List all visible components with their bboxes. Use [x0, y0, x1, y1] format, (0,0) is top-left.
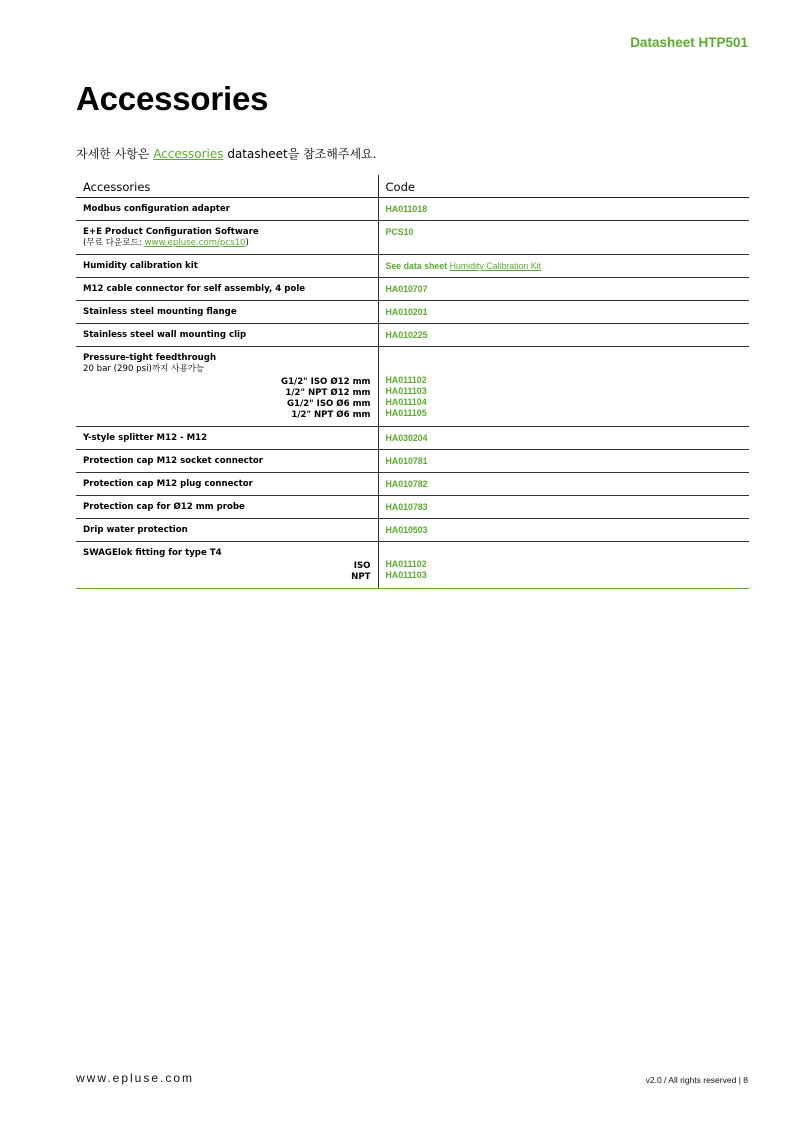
- variant-options: [83, 377, 371, 421]
- accessory-note: 20 bar (290 psi)까지 사용가능: [83, 364, 205, 374]
- code-prefix: See data sheet: [385, 261, 450, 271]
- order-code: HA011103: [385, 386, 427, 396]
- accessory-name: Y-style splitter M12 - M12: [83, 433, 208, 443]
- intro-suffix: datasheet을 참조해주세요.: [223, 147, 377, 161]
- table-row: [76, 278, 749, 301]
- pcs10-download-link[interactable]: www.epluse.com/pcs10: [144, 238, 246, 248]
- accessory-name: Drip water protection: [83, 525, 188, 535]
- intro-text: [76, 145, 376, 162]
- document-header-title: Datasheet HTP501: [630, 35, 748, 50]
- variant-codes: [386, 559, 743, 581]
- table-row: [76, 496, 749, 519]
- order-code: HA010503: [378, 519, 749, 542]
- table-header-row: [76, 175, 749, 198]
- variant-option: G1/2" ISO Ø6 mm: [287, 399, 371, 409]
- variant-option: ISO: [353, 561, 371, 571]
- order-code: HA011104: [385, 397, 427, 407]
- accessories-table: [76, 175, 749, 589]
- order-code-cell: [378, 347, 749, 427]
- accessory-name: Protection cap M12 socket connector: [83, 456, 264, 466]
- accessories-datasheet-link[interactable]: Accessories: [153, 147, 224, 161]
- code-column-header: Code: [378, 175, 749, 198]
- accessory-name: Stainless steel wall mounting clip: [83, 330, 247, 340]
- variant-options: [83, 561, 371, 583]
- order-code: HA010782: [378, 473, 749, 496]
- table-row: [76, 473, 749, 496]
- page-title: Accessories: [76, 80, 269, 117]
- order-code: HA010201: [378, 301, 749, 324]
- accessory-name: M12 cable connector for self assembly, 4 pole: [83, 284, 306, 294]
- footer-version: [646, 1075, 748, 1085]
- order-code: HA011018: [378, 198, 749, 221]
- accessory-name: SWAGElok fitting for type T4: [83, 548, 222, 558]
- accessory-note: [83, 238, 371, 249]
- accessory-name: Protection cap for Ø12 mm probe: [83, 502, 245, 512]
- table-row: [76, 542, 749, 589]
- order-code: HA011102: [385, 559, 427, 569]
- footer-separator: |: [736, 1075, 744, 1085]
- order-code: HA011103: [385, 570, 427, 580]
- accessory-name: Pressure-tight feedthrough: [83, 353, 217, 363]
- order-code: HA011102: [385, 375, 427, 385]
- accessory-name: E+E Product Configuration Software: [83, 227, 259, 237]
- order-code-cell: [378, 542, 749, 589]
- table-row: [76, 450, 749, 473]
- table-row: [76, 324, 749, 347]
- order-code: HA010225: [378, 324, 749, 347]
- humidity-calibration-kit-link[interactable]: Humidity Calibration Kit: [449, 261, 541, 271]
- page-number: 8: [743, 1075, 748, 1085]
- accessory-column-header: Accessories: [76, 175, 378, 198]
- variant-option: NPT: [351, 572, 371, 582]
- accessory-name: Stainless steel mounting flange: [83, 307, 237, 317]
- variant-option: 1/2" NPT Ø6 mm: [291, 410, 371, 420]
- order-code: HA010707: [378, 278, 749, 301]
- order-code: HA030204: [378, 427, 749, 450]
- variant-option: 1/2" NPT Ø12 mm: [285, 388, 371, 398]
- intro-prefix: 자세한 사항은: [76, 147, 154, 161]
- table-row: [76, 255, 749, 278]
- version-text: v2.0 / All rights reserved: [645, 1075, 737, 1085]
- order-code: HA010781: [378, 450, 749, 473]
- table-row: [76, 427, 749, 450]
- note-suffix: ): [245, 238, 249, 248]
- table-row: [76, 347, 749, 427]
- order-code: HA011105: [385, 408, 427, 418]
- table-row: [76, 221, 749, 255]
- order-code: HA010783: [378, 496, 749, 519]
- accessory-name: Humidity calibration kit: [83, 261, 198, 271]
- table-row: [76, 519, 749, 542]
- order-code: [378, 255, 749, 278]
- table-row: [76, 301, 749, 324]
- variant-codes: [386, 375, 743, 419]
- note-prefix: (무료 다운로드:: [83, 238, 145, 248]
- table-row: [76, 198, 749, 221]
- order-code: PCS10: [378, 221, 749, 255]
- accessory-name: Protection cap M12 plug connector: [83, 479, 253, 489]
- variant-option: G1/2" ISO Ø12 mm: [281, 377, 371, 387]
- accessory-name: Modbus configuration adapter: [83, 204, 230, 214]
- footer-website: www.epluse.com: [76, 1071, 195, 1085]
